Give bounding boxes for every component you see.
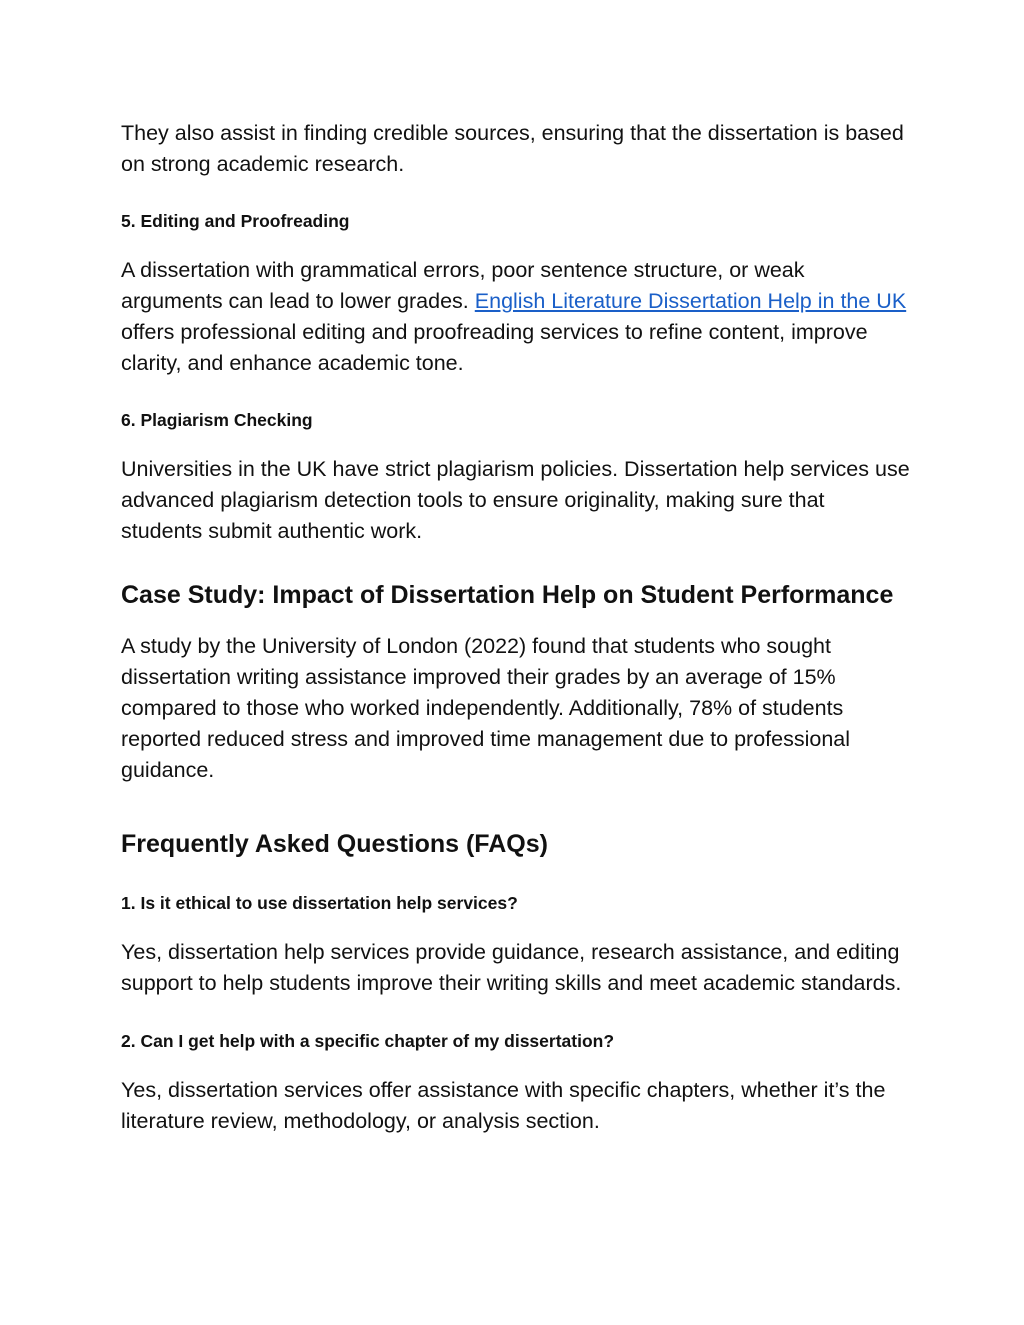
section-5-paragraph — [121, 255, 911, 379]
faq-question-1: 1. Is it ethical to use dissertation help services? — [121, 893, 518, 913]
dissertation-help-link[interactable]: English Literature Dissertation Help in the UK — [474, 289, 907, 313]
intro-paragraph: They also assist in finding credible sources, ensuring that the dissertation is based on strong academic research. — [121, 121, 904, 176]
case-study-paragraph: A study by the University of London (2022) found that students who sought dissertation writing assistance improved their grades by an average of 15% compared to those who worked independently. Additionally, 78% of students reported reduced stress and improved time management due to professional guidance. — [121, 634, 851, 782]
faq-question-2: 2. Can I get help with a specific chapter of my dissertation? — [121, 1031, 615, 1051]
section-5-heading: 5. Editing and Proofreading — [121, 211, 350, 231]
section-6-heading: 6. Plagiarism Checking — [121, 410, 313, 430]
section-5-text-before-link: A dissertation with grammatical errors, poor sentence structure, or weak arguments can lead to lower grades. — [121, 258, 805, 313]
faq-heading: Frequently Asked Questions (FAQs) — [121, 830, 548, 858]
section-5-text-after-link: offers professional editing and proofreading services to refine content, improve clarity, and enhance academic tone. — [121, 320, 868, 375]
faq-answer-2: Yes, dissertation services offer assistance with specific chapters, whether it’s the literature review, methodology, or analysis section. — [121, 1078, 886, 1133]
faq-answer-1: Yes, dissertation help services provide guidance, research assistance, and editing support to help students improve their writing skills and meet academic standards. — [121, 940, 902, 995]
case-study-heading: Case Study: Impact of Dissertation Help on Student Performance — [121, 581, 894, 609]
document-page — [121, 118, 911, 1137]
section-6-paragraph: Universities in the UK have strict plagiarism policies. Dissertation help services use advanced plagiarism detection tools to ensure originality, making sure that students submit authentic work. — [121, 457, 910, 543]
